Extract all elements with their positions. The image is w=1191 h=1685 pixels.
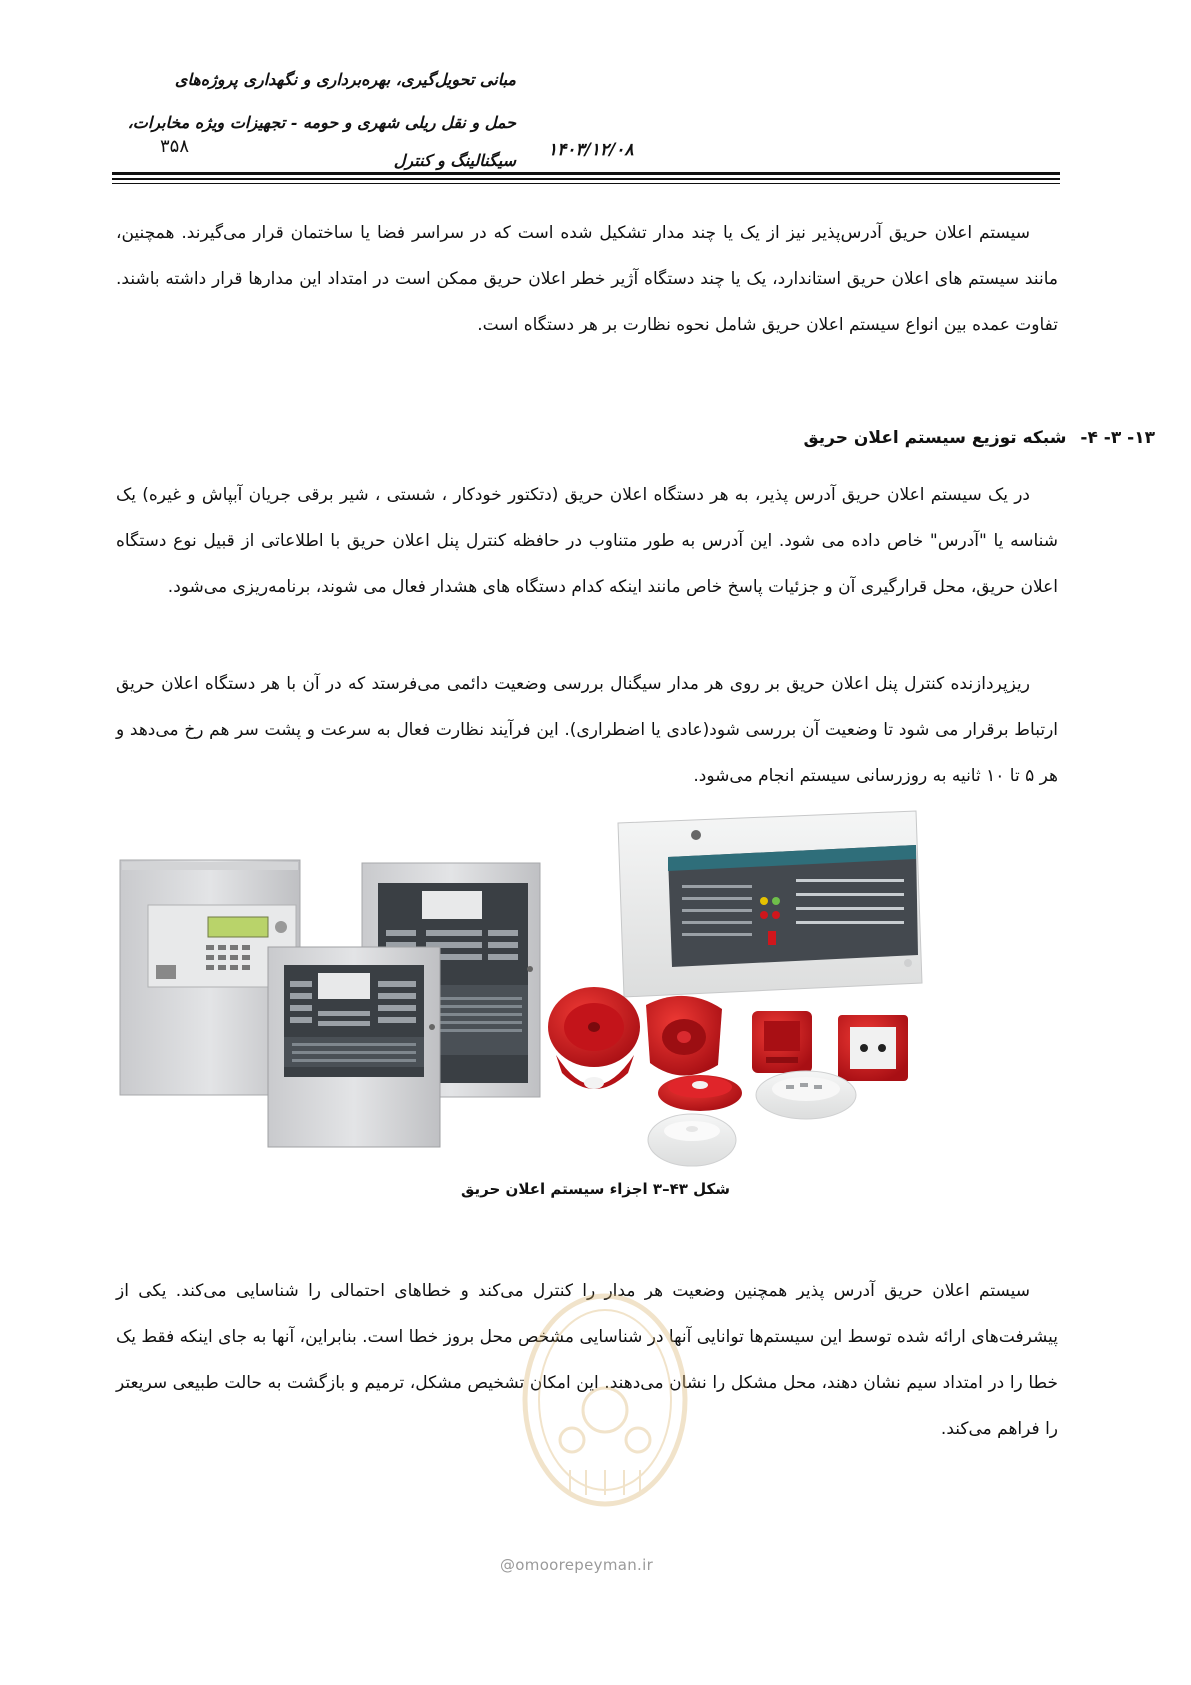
paragraph-2-text: در یک سیستم اعلان حریق آدرس پذیر، به هر دستگاه اعلان حریق (دتکتور خودکار ، شستی ، شیر برقی جریان آبپاش و غیره) یک شناسه یا "آدرس" خاص داده می شود. این آدرس به طور متناوب در حافظه کنترل پنل اعلان حریق با اطلاعاتی از قبیل نوع دستگاه اعلان حریق، محل قرارگیری آن و جزئیات پاسخ خاص مانند اینکه کدام دستگاه های هشدار فعال می شوند، برنامه‌ریزی می‌شود.: [116, 485, 1058, 597]
paragraph-4-text: سیستم اعلان حریق آدرس پذیر همچنین وضعیت هر مدار را کنترل می‌کند و خطاهای احتمالی را شناسایی می‌کند. یکی از پیشرفت‌های ارائه شده توسط این سیستم‌ها توانایی آنها در شناسایی مشخص محل بروز خطا است. بنابراین، آنها به جای اینکه فقط یک خطا را در امتداد سیم نشان دهند، محل مشکل را نشان می‌دهند. این امکان تشخیص مشکل، ترمیم و بازگشت به حالت طبیعی سریعتر را فراهم می‌کند.: [116, 1281, 1058, 1439]
page-number: ۳۵۸: [160, 136, 190, 157]
figure-caption: شکل ۴۳–۳ اجزاء سیستم اعلان حریق: [461, 1180, 730, 1198]
header-rule: [112, 178, 1060, 180]
alarm-sounder-1: [548, 987, 640, 1089]
alarm-sounder-3: [658, 1075, 742, 1111]
section-title: شبکه توزیع سیستم اعلان حریق: [803, 428, 1067, 448]
paragraph-3: [116, 661, 1058, 799]
header-rule: [112, 172, 1060, 175]
watermark-seal-icon: [520, 1290, 690, 1550]
detector-white-1: [648, 1114, 736, 1166]
paragraph-2: [116, 472, 1058, 610]
watermark-text: @omoorepeyman.ir: [500, 1556, 654, 1574]
section-number: ۱۳- ۳- ۴-: [1080, 428, 1155, 448]
section-heading: [803, 428, 1155, 448]
figure-fire-alarm-components: [116, 805, 1000, 1185]
header-date: ۱۴۰۳/۱۲/۰۸: [548, 140, 634, 160]
alarm-sounder-2: [646, 996, 722, 1076]
detector-base-white: [756, 1071, 856, 1119]
conventional-panel: [618, 811, 922, 997]
paragraph-3-text: ریزپردازنده کنترل پنل اعلان حریق بر روی هر مدار سیگنال بررسی وضعیت دائمی می‌فرستد که در آن با هر دستگاه اعلان حریق ارتباط برقرار می شود تا وضعیت آن بررسی شود(عادی یا اضطراری). این فرآیند نظارت فعال به سرعت و پشت سر هم رخ می‌دهد و هر ۵ تا ۱۰ ثانیه به روزرسانی سیستم انجام می‌شود.: [116, 674, 1058, 786]
base-sounder-red: [752, 1011, 812, 1073]
header-title-line3: سیگنالینگ و کنترل: [393, 151, 516, 170]
header-title-line1: مبانی تحویل‌گیری، بهره‌برداری و نگهداری پروژه‌های: [174, 70, 516, 89]
manual-call-point: [838, 1015, 908, 1081]
header-title-line2: حمل و نقل ریلی شهری و حومه - تجهیزات ویژه مخابرات،: [127, 113, 516, 132]
control-panel-3: [268, 947, 440, 1147]
paragraph-1: [116, 210, 1058, 348]
header-rule: [112, 183, 1060, 184]
paragraph-1-text: سیستم اعلان حریق آدرس‌پذیر نیز از یک یا چند مدار تشکیل شده است که در سراسر فضا یا ساختمان قرار می‌گیرند. همچنین، مانند سیستم های اعلان حریق استاندارد، یک یا چند دستگاه آژیر خطر اعلان حریق ممکن است در امتداد این مدارها قرار داشته باشند. تفاوت عمده بین انواع سیستم اعلان حریق شامل نحوه نظارت بر هر دستگاه است.: [116, 223, 1058, 335]
